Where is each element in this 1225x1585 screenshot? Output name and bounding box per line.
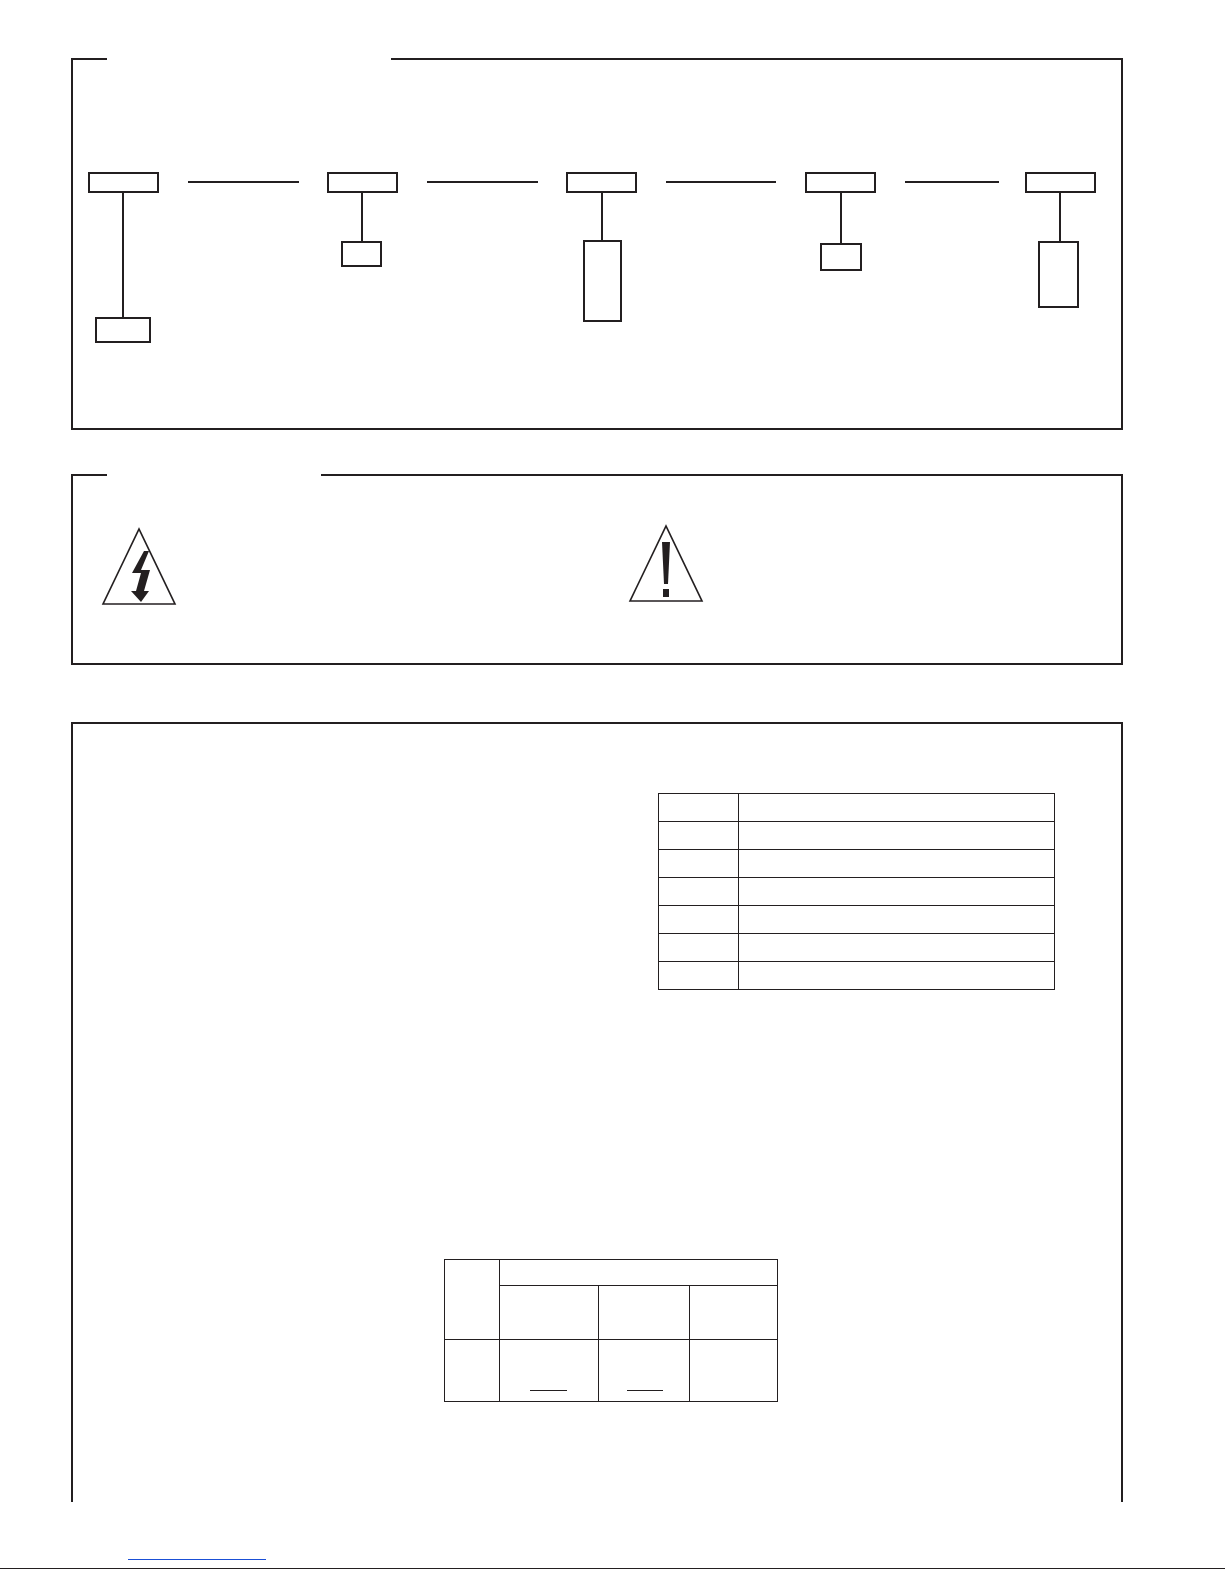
footer-link-underline[interactable] <box>128 1559 266 1560</box>
table-cell <box>500 1340 599 1402</box>
table-cell <box>445 1340 500 1402</box>
table-row <box>659 794 1055 822</box>
spec-value-cell <box>739 822 1055 850</box>
flow-subbox-3 <box>583 240 622 322</box>
spec-label-cell <box>659 906 739 934</box>
table-row <box>659 822 1055 850</box>
column-header-cell <box>690 1286 778 1340</box>
spec-value-cell <box>739 962 1055 990</box>
flow-subbox-1 <box>95 317 151 343</box>
flow-drop-5 <box>1059 193 1061 241</box>
spec-table <box>658 793 1055 990</box>
panel-title-gap <box>107 472 321 478</box>
flow-node-3 <box>566 172 637 193</box>
fraction-bar <box>627 1390 663 1392</box>
spec-label-cell <box>659 850 739 878</box>
footer-rule <box>0 1568 1225 1569</box>
lightning-bolt-triangle-icon <box>101 527 177 606</box>
spec-value-cell <box>739 850 1055 878</box>
spec-value-cell <box>739 794 1055 822</box>
flow-subbox-4 <box>820 243 862 271</box>
safety-symbols-panel <box>71 474 1123 665</box>
column-header-cell <box>500 1286 599 1340</box>
flow-connector-3 <box>666 181 776 183</box>
table-row <box>445 1340 778 1402</box>
flow-subbox-2 <box>341 241 382 267</box>
exclamation-triangle-icon <box>628 524 704 603</box>
panel-title-gap <box>107 56 391 62</box>
flow-subbox-5 <box>1038 241 1079 308</box>
flow-node-5 <box>1025 172 1096 193</box>
fraction-bar <box>530 1390 567 1392</box>
flow-node-1 <box>88 172 159 193</box>
table-cell <box>690 1340 778 1402</box>
table-row <box>659 906 1055 934</box>
flow-connector-2 <box>427 181 538 183</box>
flow-node-4 <box>805 172 876 193</box>
flow-drop-1 <box>122 193 124 317</box>
spec-label-cell <box>659 878 739 906</box>
flow-connector-1 <box>188 181 299 183</box>
table-row <box>659 934 1055 962</box>
table-row <box>659 962 1055 990</box>
row-header-cell <box>445 1260 500 1340</box>
table-row <box>659 878 1055 906</box>
spec-value-cell <box>739 934 1055 962</box>
spec-label-cell <box>659 794 739 822</box>
column-header-cell <box>599 1286 690 1340</box>
spec-label-cell <box>659 934 739 962</box>
spec-label-cell <box>659 962 739 990</box>
flow-drop-2 <box>361 193 363 241</box>
group-header-cell <box>500 1260 778 1286</box>
flow-drop-3 <box>601 193 603 240</box>
spec-value-cell <box>739 906 1055 934</box>
table-row <box>445 1260 778 1286</box>
flow-node-2 <box>327 172 398 193</box>
spec-label-cell <box>659 822 739 850</box>
bottom-table <box>444 1259 778 1402</box>
spec-value-cell <box>739 878 1055 906</box>
flow-connector-4 <box>905 181 999 183</box>
table-cell <box>599 1340 690 1402</box>
flow-drop-4 <box>840 193 842 243</box>
table-row <box>659 850 1055 878</box>
